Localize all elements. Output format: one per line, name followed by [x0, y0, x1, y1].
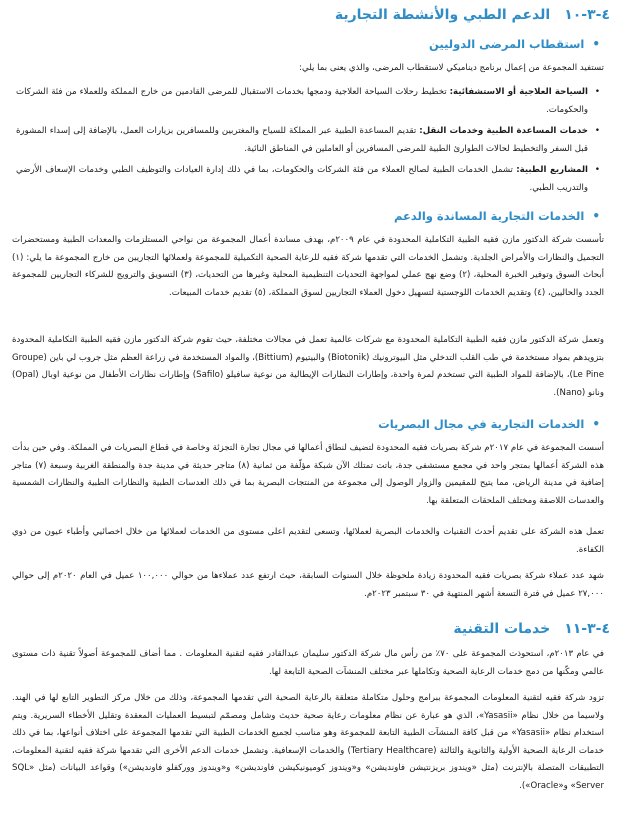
paragraph-tech-2: تزود شركة فقيه لتقنية المعلومات المجموعة ببرامج وحلول متكاملة متعلقة بالرعاية الصحية التي تقدمها المجموعة، وذلك من خلال مركز التطوير التابع لها في الهند. ولاسيما من خلال نظام «Yasasii»، الذي هو عبارة عن نظام معلومات رعاية صحية حديث وشامل ومصمّم لتبسيط العمليات المعقدة وتقليل الأخطاء السريرية. ويتم استخدام نظام «Yasasii» من قبل كافة المنشآت الطبية التابعة للمجموعة وهو مناسب لجميع الخدمات الطبية التي تقدمها المجموعة على اختلاف أنواعها، بما في ذلك خدمات الرعاية الصحية الأولية والثانوية والثالثة (Tertiary Healthcare) والخدمات الإسعافية. وتشمل خدمات الدعم الأخرى التي تقدمها شركة فقيه لتقنية المعلومات، التطبيقات المتصلة بالإنترنت (مثل «ويندوز بريزنتيشن فاونديشن» و«ويندوز كوميونيكيشن فاونديشن» و«ويندوز ووركفلو فاونديشن») وقواعد البيانات (مثل «SQL Server» و«Oracle»). [12, 693, 605, 791]
bullet-dot-icon: • [594, 126, 600, 136]
item-text: تشمل الخدمات الطبية لصالح العملاء من فئة الشركات والحكومات، بما في ذلك إدارة العيادات والتوظيف الطبي وخدمات الإسعاف الأرضي والتدريب الطبي. [16, 165, 588, 193]
paragraph-optical-1: أسست المجموعة في عام ٢٠١٧م شركة بصريات فقيه المحدودة لتضيف لنطاق أعمالها في مجال تجارة التجزئة وخاصة في قطاع البصريات في المملكة. وفي حين بدأت هذه الشركة أعمالها بمتجر واحد في مجمع مستشفى جدة، باتت تمتلك الآن شبكة مؤلّفة من ثمانية (٨) متاجر حديثة في مدينة جدة والمنطقة الغربية وسبعة (٧) متاجر إضافية في مدينة الرياض، مما يتيح للمقيمين والزوار الوصول إلى مجموعة من المنتجات البصرية بما في ذلك العدسات الطبية والنظارات الطبية والنظارات الشمسية والعدسات اللاصقة ومختلف الملحقات المتعلقة بها. [12, 443, 605, 506]
paragraph-tech-1: في عام ٢٠١٣م، استحوذت المجموعة على ٧٠٪ من رأس مال شركة الدكتور سليمان عبدالقادر فقيه لتقنية المعلومات . مما أضاف للمجموعة أصولاً تقنية ذات مستوى عالمي ومكّنها من دمج خدمات الرعاية الصحية وتكاملها عبر مختلف المنشآت الصحية التابعة لها. [12, 649, 604, 677]
item-label: المشاريع الطبية: [516, 165, 588, 175]
bullet-dot-icon: • [592, 209, 600, 223]
intl-patients-list [16, 84, 600, 201]
list-item [16, 84, 600, 119]
bullet-dot-icon: • [594, 165, 600, 175]
paragraph-support-2: وتعمل شركة الدكتور مازن فقيه الطبية التكاملية المحدودة مع شركات عالمية تعمل في مجالات مختلفة، حيث تقوم شركة الدكتور مازن فقيه الطبية التكاملية المحدودة بتزويدهم بمواد مستخدمة في طب القلب التدخلي مثل البيوترونيك (Biotonik) والبيتيوم (Bittium)، والمواد المستخدمة في زراعة العظم مثل جروب لي باين (Groupe Le Pine)، بالإضافة للمواد الطبية التي تستخدم لمرة واحدة، وإطارات النظارات الإيطالية من نوعية سافيلو (Safilo) وإطارات نظارات الأطفال من نوعية اوبال (Opal) ونانو (Nano). [12, 335, 604, 398]
item-label: خدمات المساعدة الطبية وخدمات النقل: [419, 126, 588, 136]
section-heading-tech-services [453, 620, 610, 638]
list-item [16, 123, 600, 158]
paragraph-intl-intro: تستفيد المجموعة من إعمال برنامج ديناميكي لاستقطاب المرضى، والذي يعنى بما يلي: [299, 63, 604, 73]
subheading-optical [378, 416, 600, 432]
subheading-text: الخدمات التجارية المساندة والدعم [393, 209, 585, 223]
subheading-support-services [394, 208, 600, 224]
section-title: الدعم الطبي والأنشطة التجارية [334, 7, 551, 23]
section-number: ٤-٣-١٠ [564, 7, 610, 23]
bullet-dot-icon: • [592, 37, 600, 51]
item-text: تقديم المساعدة الطبية عبر المملكة للسياح والمغتربين وللمسافرين بزيارات العمل، بالإضافة إلى إسداء المشورة قبل السفر والتخطيط لحالات الطوارئ الطبية للمرضى المسافرين أو العاملين في المناطق النائية. [16, 126, 588, 154]
paragraph-optical-2: تعمل هذه الشركة على تقديم أحدث التقنيات والخدمات البصرية لعملائها، وتسعى لتقديم اعلى مستوى من الخدمات لعملائها من خلال اخصائيي وأطباء عيون من ذوي الكفاءة. [12, 527, 604, 555]
section-heading-medical-support [335, 6, 610, 24]
subheading-text: الخدمات التجارية في مجال البصريات [378, 417, 585, 431]
section-number: ٤-٣-١١ [564, 621, 610, 637]
item-text: تخطيط رحلات السياحة العلاجية ودمجها بخدمات الاستقبال للمرضى القادمين من خارج المملكة وللعملاء من فئة الشركات والحكومات. [16, 87, 588, 115]
bullet-dot-icon: • [592, 417, 600, 431]
paragraph-optical-3: شهد عدد عملاء شركة بصريات فقيه المحدودة زيادة ملحوظة خلال السنوات السابقة، حيث ارتفع عدد عملاءها من حوالي ١٠٠,٠٠٠ عميل في العام ٢٠٢٠م إلى حوالي ٢٧,٠٠٠ عميل في فترة التسعة أشهر المنتهية في ٣٠ سبتمبر ٢٠٢٣م. [12, 571, 605, 599]
bullet-dot-icon: • [594, 87, 600, 97]
section-title: خدمات التقنية [453, 621, 551, 637]
list-item [16, 162, 600, 197]
paragraph-support-1: تأسست شركة الدكتور مازن فقيه الطبية التكاملية المحدودة في عام ٢٠٠٩م، بهدف مساندة أعمال المجموعة من نواحي المستلزمات والمعدات الطبية ومستحضرات التجميل والنظارات والأمراض الجلدية. وتشمل الخدمات التي تقدمها شركة فقيه للرعاية الصحية التكميلية للمجموعة ولعملائها التجاريين من خارج المجموعة ما يلي: (١) أبحاث السوق وتوفير الخبرة المحلية، (٢) وضع نهج عملي لمواجهة التحديات التنظيمية المحلية وغيرها من التحديات، (٣) التسويق والترويج للشركاء التجاريين للمجموعة الجدد والحاليين، (٤) وتقديم الخدمات اللوجستية لتسهيل دخول العملاء التجاريين لسوق المملكة، (٥) تقديم خدمات المبيعات. [12, 235, 605, 298]
subheading-text: استقطاب المرضى الدوليين [429, 37, 585, 51]
subheading-international-patients [429, 36, 600, 52]
item-label: السياحة العلاجية أو الاستشفائية: [449, 87, 588, 97]
